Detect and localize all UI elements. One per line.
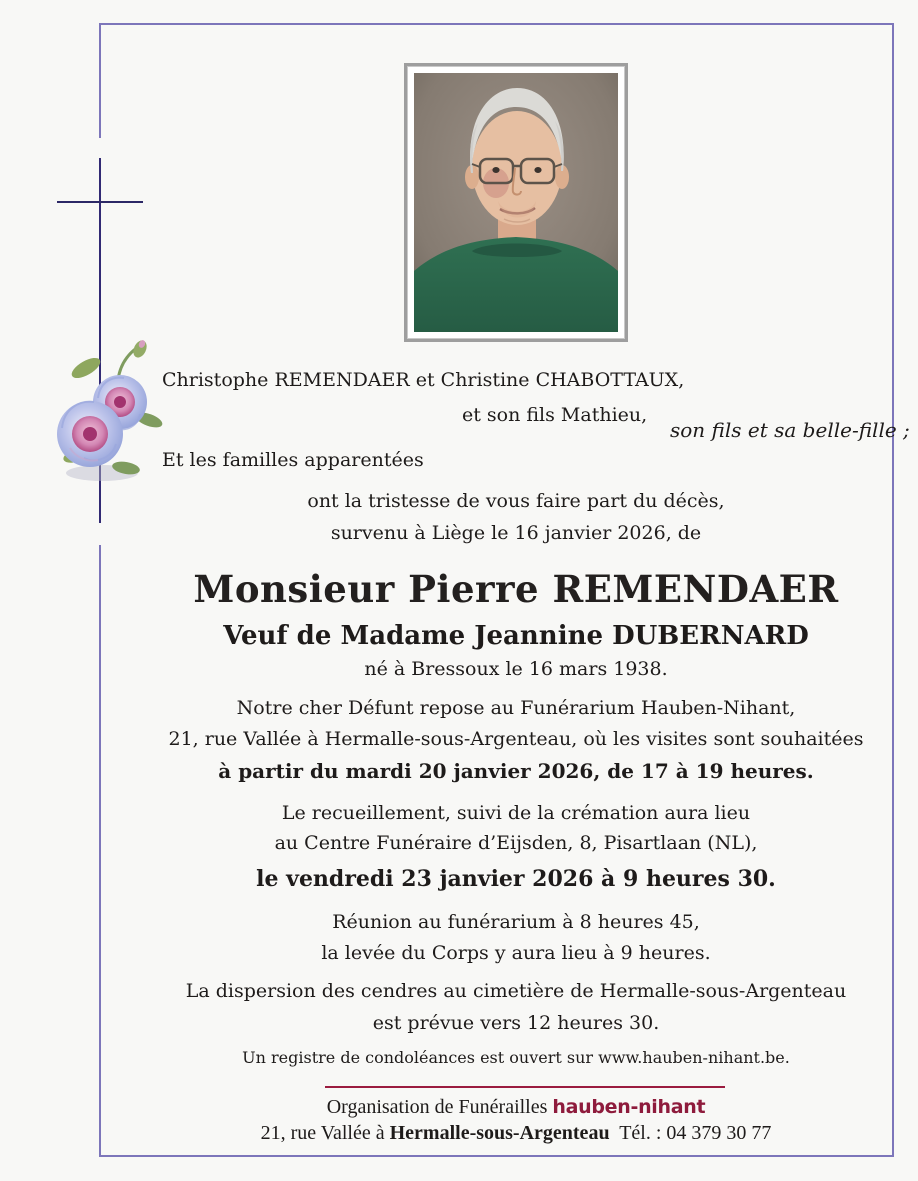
relation-note: son fils et sa belle-fille ; — [670, 418, 910, 442]
border-gap-bottom — [96, 523, 104, 545]
footer-separator — [325, 1086, 725, 1088]
register-line: Un registre de condoléances est ouvert sur www.hauben-nihant.be. — [242, 1048, 790, 1067]
footer-address-town: Hermalle-sous-Argenteau — [389, 1122, 610, 1144]
family-line-3: Et les familles apparentées — [162, 449, 424, 471]
meeting-line-1: Réunion au funérarium à 8 heures 45, — [332, 911, 700, 933]
repose-line-1: Notre cher Défunt repose au Funérarium Hauben-Nihant, — [236, 697, 796, 719]
ceremony-line-1: Le recueillement, suivi de la crémation aura lieu — [281, 802, 751, 824]
visits-line: à partir du mardi 20 janvier 2026, de 17 à 19 heures. — [218, 759, 814, 783]
announcement-text — [135, 0, 910, 1181]
family-line-1: Christophe REMENDAER et Christine CHABOTTAUX, — [162, 369, 685, 391]
cross-icon-bar — [57, 201, 143, 203]
meeting-line-2: la levée du Corps y aura lieu à 9 heures. — [321, 942, 711, 964]
footer-address — [135, 1122, 897, 1145]
family-line-2: et son fils Mathieu, — [462, 404, 648, 426]
widower-line: Veuf de Madame Jeannine DUBERNARD — [223, 621, 809, 651]
border-gap-top — [96, 138, 104, 158]
sorrow-line-2: survenu à Liège le 16 janvier 2026, de — [330, 522, 702, 544]
footer-org-label: Organisation de Funérailles — [326, 1096, 553, 1118]
dispersion-line-2: est prévue vers 12 heures 30. — [372, 1012, 660, 1034]
footer-organisation — [135, 1096, 897, 1119]
birth-line: né à Bressoux le 16 mars 1938. — [364, 658, 668, 680]
repose-line-2: 21, rue Vallée à Hermalle-sous-Argenteau, où les visites sont souhaitées — [168, 728, 864, 750]
deceased-name: Monsieur Pierre REMENDAER — [193, 567, 839, 611]
sorrow-line-1: ont la tristesse de vous faire part du décès, — [307, 490, 725, 512]
ceremony-line-2: au Centre Funéraire d’Eijsden, 8, Pisartlaan (NL), — [274, 832, 758, 854]
funeral-home-brand: hauben-nihant — [552, 1096, 706, 1118]
ceremony-date: le vendredi 23 janvier 2026 à 9 heures 30. — [256, 866, 776, 892]
footer-phone: Tél. : 04 379 30 77 — [609, 1122, 772, 1144]
footer-address-prefix: 21, rue Vallée à — [260, 1122, 390, 1144]
dispersion-line-1: La dispersion des cendres au cimetière de Hermalle-sous-Argenteau — [185, 980, 847, 1002]
